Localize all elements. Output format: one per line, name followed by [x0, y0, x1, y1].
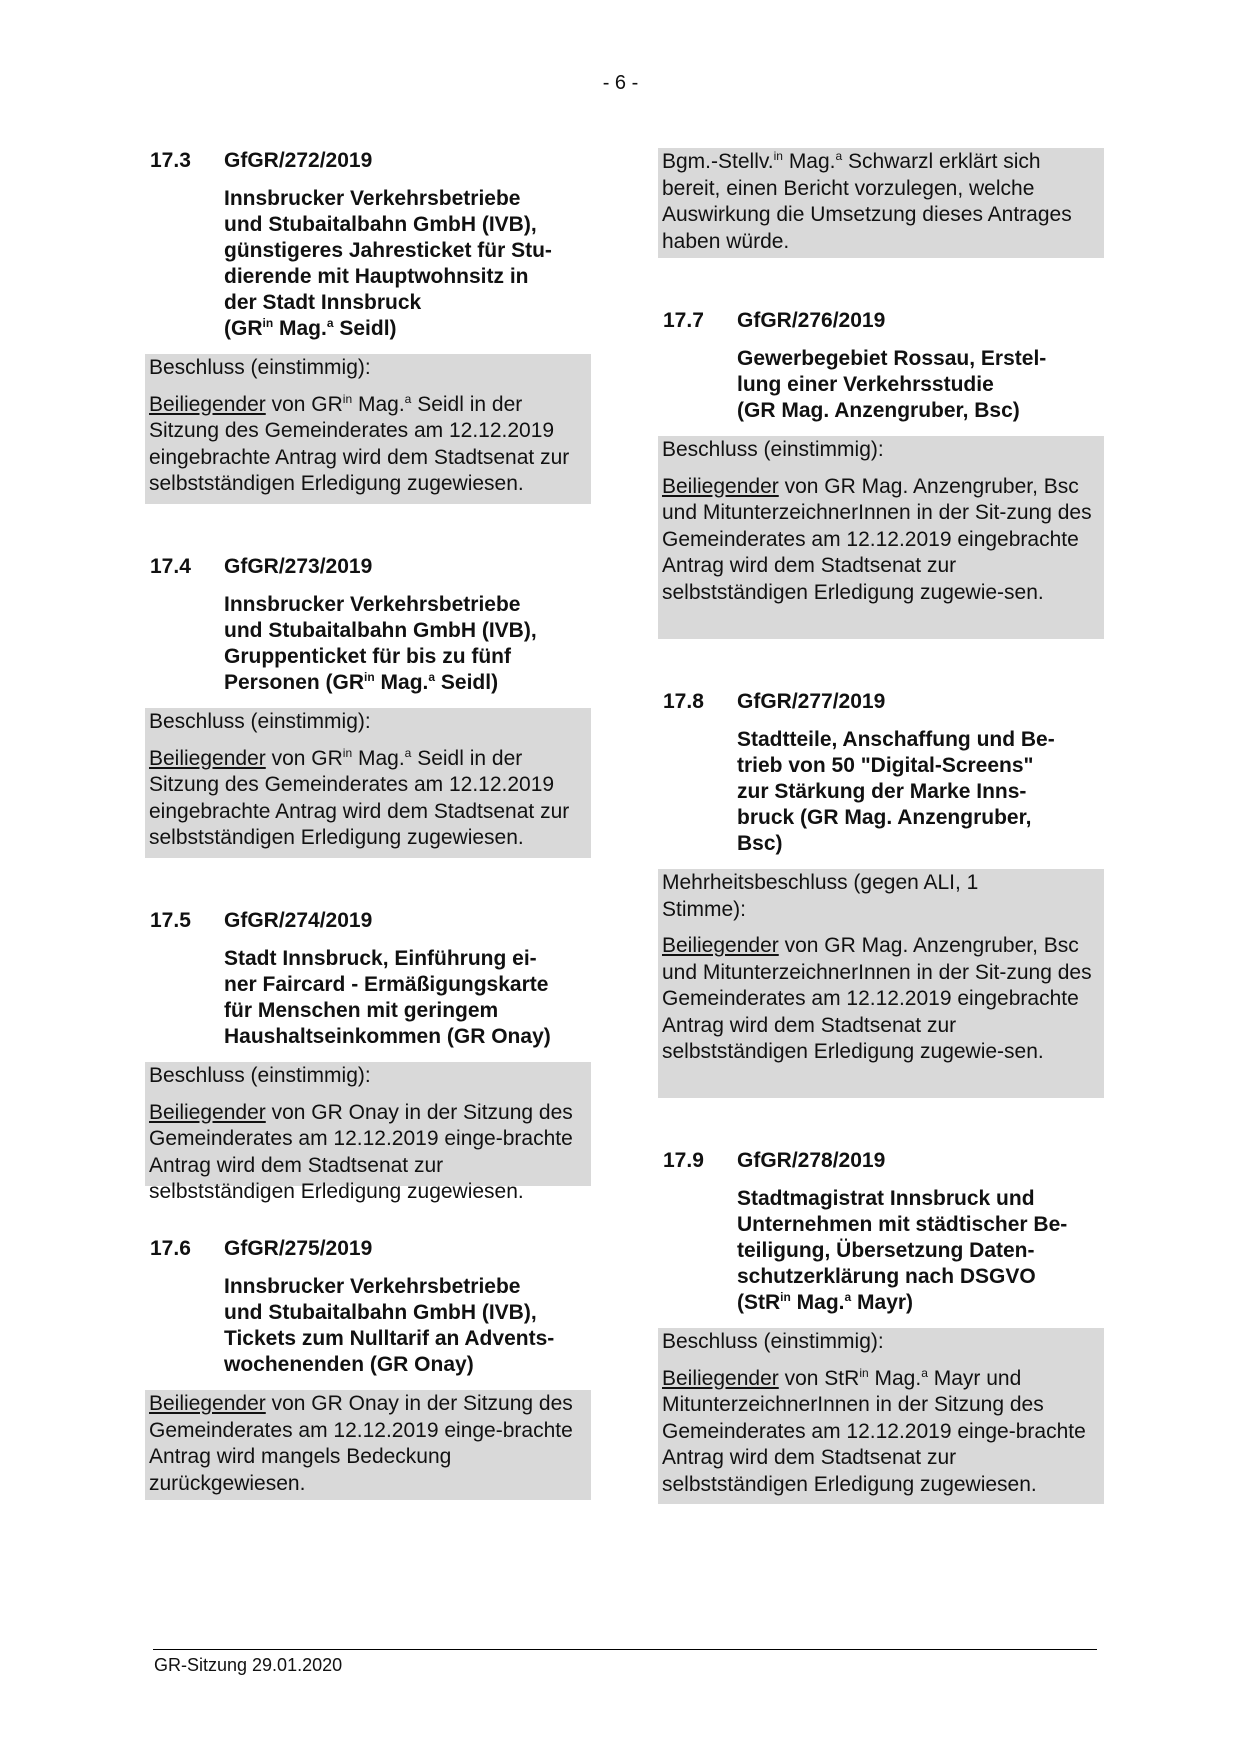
decision-text: Beiliegender von StR$^{in}$ Mag.$^a$ Mayr und MitunterzeichnerInnen in der Sitzung des Gemeinderates am 12.12.2019 einge-brachte Antrag wird dem Stadtsenat zur selbstständigen Erledigung zugewiesen. [662, 1365, 1086, 1496]
resolution-label: Beschluss (einstimmig): [662, 1330, 884, 1353]
item-title [145, 186, 591, 342]
item-reference: GfGR/272/2019 [224, 149, 373, 172]
continued-decision-box [658, 148, 1104, 258]
agenda-item-17-4 [145, 554, 591, 858]
item-header [658, 1148, 1104, 1174]
title-line: günstigeres Jahresticket für Stu- [224, 239, 552, 262]
decision-text: Beiliegender von $GR^{in}$ Mag.$^a$ Seidl in der Sitzung des Gemeinderates am 12.12.2019 eingebrachte Antrag wird dem Stadtsenat zur selbstständigen Erledigung zugewiesen. [149, 745, 570, 849]
resolution-label: Beschluss (einstimmig): [149, 356, 371, 379]
decision-text: Beiliegender von $GR^{in}$ Mag.$^a$ Seidl in der Sitzung des Gemeinderates am 12.12.2019 eingebrachte Antrag wird dem Stadtsenat zur selbstständigen Erledigung zugewiesen. [149, 391, 570, 495]
page-number: - 6 - [602, 72, 639, 94]
decision-box [145, 354, 591, 504]
title-line: und Stubaitalbahn GmbH (IVB), [224, 213, 537, 236]
item-reference: GfGR/275/2019 [224, 1237, 373, 1260]
title-line: Innsbrucker Verkehrsbetriebe [224, 1275, 521, 1298]
title-line: und Stubaitalbahn GmbH (IVB), [224, 1301, 537, 1324]
title-line: der Stadt Innsbruck [224, 291, 422, 314]
agenda-item-17-5 [145, 908, 591, 1203]
item-reference: GfGR/276/2019 [737, 309, 886, 332]
decision-text: Beiliegender von GR Onay in der Sitzung des Gemeinderates am 12.12.2019 einge-brachte Antrag wird mangels Bedeckung zurückgewiesen. [149, 1392, 573, 1495]
title-line: (GR Mag. Anzengruber, Bsc) [737, 399, 1020, 422]
item-reference: GfGR/273/2019 [224, 555, 373, 578]
title-line: teiligung, Übersetzung Daten- [737, 1239, 1035, 1262]
title-line: Stadtmagistrat Innsbruck und [737, 1187, 1035, 1210]
item-title [658, 346, 1104, 424]
title-line: Haushaltseinkommen (GR Onay) [224, 1025, 551, 1048]
resolution-label: Mehrheitsbeschluss (gegen ALI, 1 Stimme): [662, 871, 979, 921]
right-column [658, 148, 1104, 1504]
decision-text: Beiliegender von GR Mag. Anzengruber, Bsc und MitunterzeichnerInnen in der Sit-zung des Gemeinderates am 12.12.2019 eingebrachte Antrag wird dem Stadtsenat zur selbstständigen Erledigung zugewie-sen. [662, 474, 1092, 604]
title-line: Bsc) [737, 832, 783, 855]
title-line: Innsbrucker Verkehrsbetriebe [224, 187, 521, 210]
item-header [145, 148, 591, 174]
footer-divider [153, 1649, 1097, 1650]
title-line: Tickets zum Nulltarif an Advents- [224, 1327, 555, 1350]
item-header [145, 1236, 591, 1262]
title-line: und Stubaitalbahn GmbH (IVB), [224, 619, 537, 642]
decision-box [145, 1062, 591, 1203]
title-line: wochenenden (GR Onay) [224, 1353, 474, 1376]
title-line: zur Stärkung der Marke Inns- [737, 780, 1027, 803]
left-column [145, 148, 591, 1500]
item-header [658, 308, 1104, 334]
agenda-item-17-9 [658, 1148, 1104, 1504]
title-line: ner Faircard - Ermäßigungskarte [224, 973, 549, 996]
item-number: 17.3 [150, 149, 191, 172]
item-number: 17.8 [663, 690, 704, 713]
resolution-label: Beschluss (einstimmig): [149, 710, 371, 733]
resolution-label: Beschluss (einstimmig): [149, 1064, 371, 1087]
agenda-item-17-6 [145, 1236, 591, 1500]
decision-box [658, 436, 1104, 639]
item-reference: GfGR/278/2019 [737, 1149, 886, 1172]
title-line: Personen ($GR^{in}$ Mag.$^a$ Seidl) [224, 670, 499, 694]
title-line: Innsbrucker Verkehrsbetriebe [224, 593, 521, 616]
item-header [145, 908, 591, 934]
title-line: lung einer Verkehrsstudie [737, 373, 994, 396]
item-header [658, 689, 1104, 715]
title-line: trieb von 50 "Digital-Screens" [737, 754, 1034, 777]
agenda-item-17-7 [658, 308, 1104, 639]
item-number: 17.6 [150, 1237, 191, 1260]
item-number: 17.4 [150, 555, 191, 578]
decision-box [145, 1390, 591, 1500]
title-line: (StR$^{in}$ Mag.$^a$ Mayr) [737, 1290, 914, 1314]
item-title [145, 1274, 591, 1378]
title-line: Unternehmen mit städtischer Be- [737, 1213, 1068, 1236]
title-line: Stadt Innsbruck, Einführung ei- [224, 947, 537, 970]
item-reference: GfGR/277/2019 [737, 690, 886, 713]
resolution-label: Beschluss (einstimmig): [662, 438, 884, 461]
decision-box [658, 869, 1104, 1098]
title-line: Gruppenticket für bis zu fünf [224, 645, 511, 668]
title-line: ($GR^{in}$ Mag.$^a$ Seidl) [224, 316, 397, 340]
decision-text: Beiliegender von GR Mag. Anzengruber, Bsc und MitunterzeichnerInnen in der Sit-zung des Gemeinderates am 12.12.2019 eingebrachte Antrag wird dem Stadtsenat zur selbstständigen Erledigung zugewie-sen. [662, 934, 1092, 1063]
item-title [145, 592, 591, 696]
agenda-item-17-8 [658, 689, 1104, 1098]
agenda-item-17-3 [145, 148, 591, 504]
title-line: schutzerklärung nach DSGVO [737, 1265, 1036, 1288]
decision-text: Bgm.-Stellv.$^{in}$ Mag.$^a$ Schwarzl erklärt sich bereit, einen Bericht vorzulegen, welche Auswirkung die Umsetzung dieses Antrages haben würde. [662, 149, 1072, 253]
item-title [658, 727, 1104, 857]
title-line: dierende mit Hauptwohnsitz in [224, 265, 529, 288]
item-header [145, 554, 591, 580]
title-line: Gewerbegebiet Rossau, Erstel- [737, 347, 1047, 370]
item-number: 17.5 [150, 909, 191, 932]
footer-text: GR-Sitzung 29.01.2020 [154, 1655, 343, 1675]
decision-box [658, 1328, 1104, 1504]
item-reference: GfGR/274/2019 [224, 909, 373, 932]
item-title [658, 1186, 1104, 1316]
decision-box [145, 708, 591, 858]
decision-text: Beiliegender von GR Onay in der Sitzung des Gemeinderates am 12.12.2019 einge-brachte Antrag wird dem Stadtsenat zur selbstständigen Erledigung zugewiesen. [149, 1100, 573, 1203]
item-title [145, 946, 591, 1050]
item-number: 17.9 [663, 1149, 704, 1172]
title-line: für Menschen mit geringem [224, 999, 499, 1022]
title-line: bruck (GR Mag. Anzengruber, [737, 806, 1032, 829]
item-number: 17.7 [663, 309, 704, 332]
title-line: Stadtteile, Anschaffung und Be- [737, 728, 1055, 751]
